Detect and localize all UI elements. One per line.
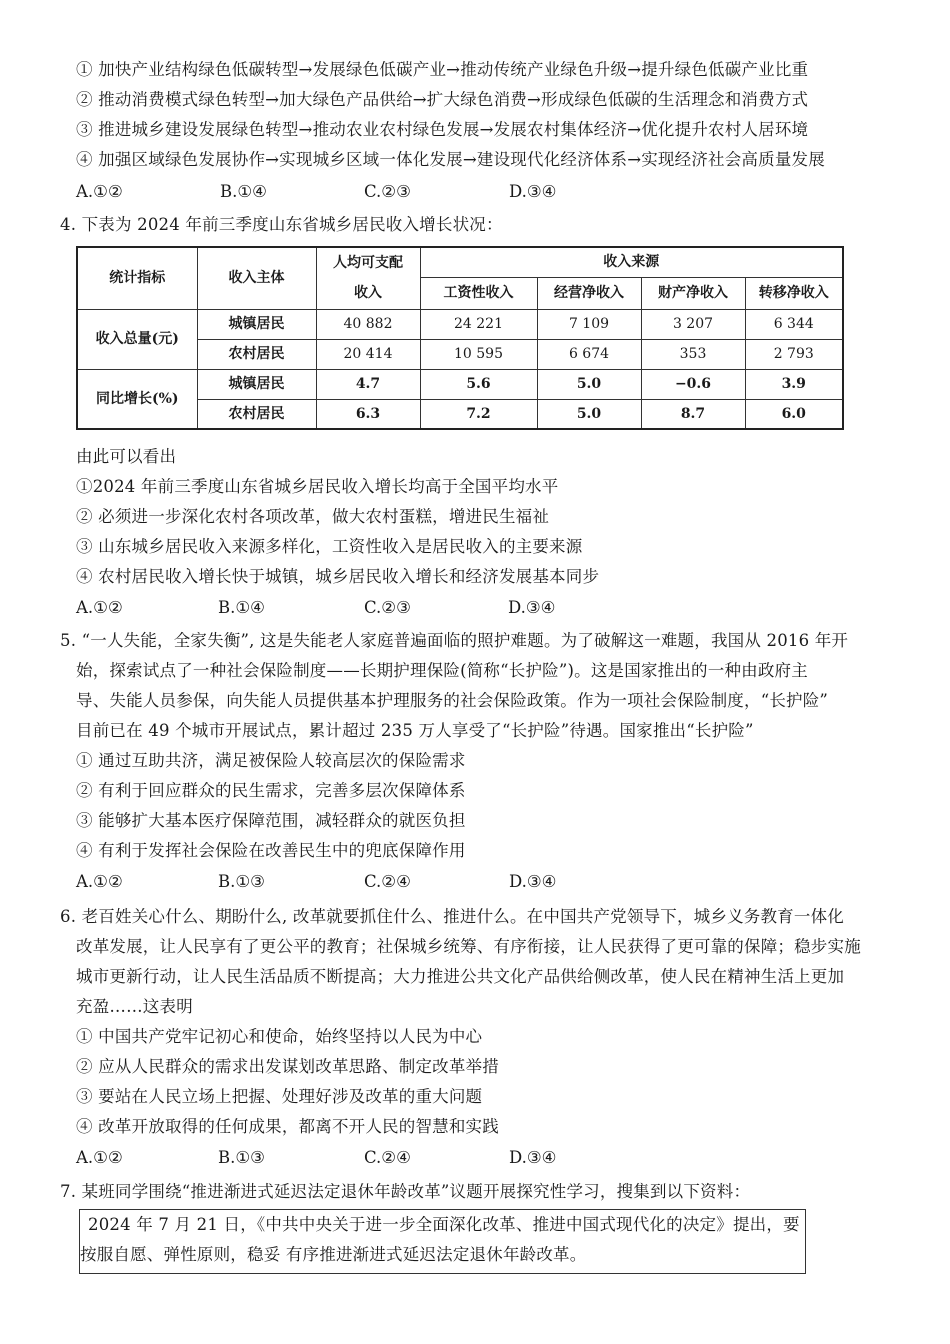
q7-stem: 7. 某班同学围绕“推进渐进式延迟法定退休年龄改革”议题开展探究性学习，搜集到以下资料： [60,1182,751,1201]
q5-options [0,871,950,893]
q6-option-a[interactable]: A.①② [76,1148,123,1167]
cell-value: −0.6 [641,369,745,399]
cell-value: 40 882 [316,309,420,339]
income-table [76,246,844,430]
q6-option-d[interactable]: D.③④ [509,1148,557,1167]
header-indicator: 统计指标 [77,247,197,309]
q4-item-4: ④ 农村居民收入增长快于城镇，城乡居民收入增长和经济发展基本同步 [76,567,600,586]
cell-value: 10 595 [420,339,537,369]
q5-item-3: ③ 能够扩大基本医疗保障范围，减轻群众的就医负担 [76,811,466,830]
q6-line-1: 6. 老百姓关心什么、期盼什么, 改革就要抓住什么、推进什么。在中国共产党领导下，城乡义务教育一体化 [60,907,844,926]
cell-value: 4.7 [316,369,420,399]
header-subject: 收入主体 [197,247,316,309]
subject-urban: 城镇居民 [197,369,316,399]
row-label-growth: 同比增长(%) [77,369,197,429]
q3-item-2: ② 推动消费模式绿色转型→加大绿色产品供给→扩大绿色消费→形成绿色低碳的生活理念和消费方式 [76,90,809,109]
q5-line-1: 5. “一人失能，全家失衡”, 这是失能老人家庭普遍面临的照护难题。为了破解这一难题，我国从 2016 年开 [60,631,849,650]
q6-item-3: ③ 要站在人民立场上把握、处理好涉及改革的重大问题 [76,1087,483,1106]
row-label-total: 收入总量(元) [77,309,197,369]
cell-value: 2 793 [745,339,843,369]
cell-value: 6 344 [745,309,843,339]
q5-item-1: ① 通过互助共济，满足被保险人较高层次的保险需求 [76,751,466,770]
q3-option-c[interactable]: C.②③ [364,182,411,201]
q6-option-b[interactable]: B.①③ [218,1148,265,1167]
cell-value: 8.7 [641,399,745,429]
cell-value: 6.3 [316,399,420,429]
q3-item-4: ④ 加强区域绿色发展协作→实现城乡区域一体化发展→建设现代化经济体系→实现经济社会高质量发展 [76,150,825,169]
subject-urban: 城镇居民 [197,309,316,339]
cell-value: 5.6 [420,369,537,399]
subject-rural: 农村居民 [197,339,316,369]
q4-item-2: ② 必须进一步深化农村各项改革，做大农村蛋糕，增进民生福祉 [76,507,550,526]
q4-option-b[interactable]: B.①④ [218,598,265,617]
q6-options [0,1147,950,1169]
cell-value: 7.2 [420,399,537,429]
q5-item-4: ④ 有利于发挥社会保险在改善民生中的兜底保障作用 [76,841,466,860]
q6-item-2: ② 应从人民群众的需求出发谋划改革思路、制定改革举措 [76,1057,499,1076]
subject-rural: 农村居民 [197,399,316,429]
q6-line-3: 城市更新行动，让人民生活品质不断提高；大力推进公共文化产品供给侧改革，使人民在精神生活上更加 [76,967,845,986]
q3-option-a[interactable]: A.①② [76,182,123,201]
cell-value: 353 [641,339,745,369]
q4-option-c[interactable]: C.②③ [364,598,411,617]
header-wage: 工资性收入 [420,277,537,309]
q4-option-d[interactable]: D.③④ [508,598,556,617]
cell-value: 6 674 [537,339,641,369]
q3-item-1: ① 加快产业结构绿色低碳转型→发展绿色低碳产业→推动传统产业绿色升级→提升绿色低碳产业比重 [76,60,809,79]
q4-item-1: ①2024 年前三季度山东省城乡居民收入增长均高于全国平均水平 [76,477,559,496]
cell-value: 3 207 [641,309,745,339]
q6-line-2: 改革发展，让人民享有了更公平的教育；社保城乡统筹、有序衔接，让人民获得了更可靠的保障；稳步实施 [76,937,861,956]
q5-option-b[interactable]: B.①③ [218,872,265,891]
q4-item-3: ③ 山东城乡居民收入来源多样化，工资性收入是居民收入的主要来源 [76,537,583,556]
q4-lead: 由此可以看出 [76,447,177,466]
q6-item-1: ① 中国共产党牢记初心和使命，始终坚持以人民为中心 [76,1027,483,1046]
q6-line-4: 充盈……这表明 [76,997,193,1016]
cell-value: 5.0 [537,399,641,429]
q7-material-line-1: 2024 年 7 月 21 日，《中共中央关于进一步全面深化改革、推进中国式现代化的决定》提出，要 [88,1215,800,1234]
q4-option-a[interactable]: A.①② [76,598,123,617]
q5-line-2: 始，探索试点了一种社会保险制度——长期护理保险(简称“长护险”)。这是国家推出的一种由政府主 [76,661,808,680]
header-disposable-line1: 人均可支配 [316,247,420,277]
header-source: 收入来源 [420,247,843,277]
header-property: 财产净收入 [641,277,745,309]
q3-options [0,181,950,203]
q7-material-line-2: 按服自愿、弹性原则，稳妥 有序推进渐进式延迟法定退休年龄改革。 [80,1245,587,1264]
q5-option-d[interactable]: D.③④ [509,872,557,891]
q6-option-c[interactable]: C.②④ [364,1148,411,1167]
header-disposable-line2: 收入 [316,277,420,309]
cell-value: 24 221 [420,309,537,339]
q5-line-3: 导、失能人员参保，向失能人员提供基本护理服务的社会保险政策。作为一项社会保险制度，“长护险” [76,691,829,710]
q5-option-a[interactable]: A.①② [76,872,123,891]
q3-option-b[interactable]: B.①④ [220,182,267,201]
header-transfer: 转移净收入 [745,277,843,309]
q4-stem: 4. 下表为 2024 年前三季度山东省城乡居民收入增长状况： [60,215,503,234]
q5-line-4: 目前已在 49 个城市开展试点，累计超过 235 万人享受了“长护险”待遇。国家推出“长护险” [76,721,754,740]
cell-value: 7 109 [537,309,641,339]
q3-option-d[interactable]: D.③④ [509,182,557,201]
q3-item-3: ③ 推进城乡建设发展绿色转型→推动农业农村绿色发展→发展农村集体经济→优化提升农村人居环境 [76,120,809,139]
q6-item-4: ④ 改革开放取得的任何成果，都离不开人民的智慧和实践 [76,1117,499,1136]
cell-value: 6.0 [745,399,843,429]
cell-value: 3.9 [745,369,843,399]
q5-option-c[interactable]: C.②④ [364,872,411,891]
header-business: 经营净收入 [537,277,641,309]
cell-value: 20 414 [316,339,420,369]
cell-value: 5.0 [537,369,641,399]
q4-options [0,597,950,619]
q5-item-2: ② 有利于回应群众的民生需求，完善多层次保障体系 [76,781,466,800]
